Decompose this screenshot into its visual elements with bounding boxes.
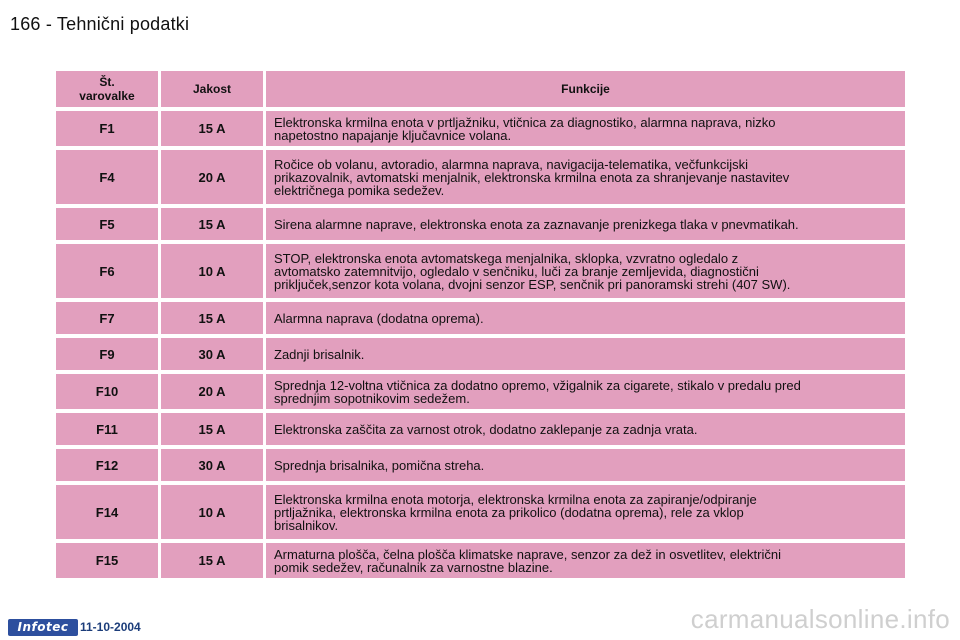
fuse-functions-line: prikazovalnik, avtomatski menjalnik, elektronska krmilna enota za shranjevanje nastavitev xyxy=(274,169,790,185)
fuse-strength: 15 A xyxy=(161,413,266,445)
fuse-strength: 20 A xyxy=(161,150,266,204)
fuse-functions-line: Elektronska zaščita za varnost otrok, dodatno zaklepanje za zadnja vrata. xyxy=(274,421,698,437)
watermark: carmanualsonline.info xyxy=(690,604,950,634)
fuse-number: F12 xyxy=(56,449,161,481)
fuse-functions xyxy=(266,338,905,370)
table-row xyxy=(56,208,905,240)
fuse-strength: 30 A xyxy=(161,338,266,370)
fuse-strength: 10 A xyxy=(161,244,266,298)
fuse-functions-line: brisalnikov. xyxy=(274,517,339,533)
fuse-functions-line: Zadnji brisalnik. xyxy=(274,346,365,362)
table-row xyxy=(56,413,905,445)
fuse-functions-line: Sprednja 12-voltna vtičnica za dodatno opremo, vžigalnik za cigarete, stikalo v predalu pred xyxy=(274,377,801,393)
fuse-number: F9 xyxy=(56,338,161,370)
fuse-functions xyxy=(266,543,905,578)
header-fuse-number-line: Št. xyxy=(99,75,115,89)
fuse-strength: 15 A xyxy=(161,208,266,240)
fuse-number: F10 xyxy=(56,374,161,409)
fuse-functions xyxy=(266,150,905,204)
fuse-functions-line: pomik sedežev, računalnik za varnostne blazine. xyxy=(274,559,553,575)
fuse-functions-line: Ročice ob volanu, avtoradio, alarmna naprava, navigacija-telematika, večfunkcijski xyxy=(274,156,749,172)
fuse-table xyxy=(56,67,905,582)
fuse-number: F15 xyxy=(56,543,161,578)
header-fuse-number xyxy=(56,71,161,107)
fuse-functions xyxy=(266,413,905,445)
fuse-functions-line: Sprednja brisalnika, pomična streha. xyxy=(274,457,485,473)
table-row xyxy=(56,449,905,481)
fuse-functions xyxy=(266,485,905,539)
footer-date: 11-10-2004 xyxy=(80,620,141,634)
fuse-functions-line: priključek,senzor kota volana, dvojni senzor ESP, senčnik pri panoramski strehi (407 SW). xyxy=(274,276,791,292)
fuse-functions-line: električnega pomika sedežev. xyxy=(274,182,445,198)
fuse-strength: 15 A xyxy=(161,302,266,334)
table-row xyxy=(56,543,905,578)
table-row xyxy=(56,111,905,146)
fuse-functions-line: prtljažnika, elektronska krmilna enota za prikolico (dodatna oprema), rele za vklop xyxy=(274,504,744,520)
fuse-strength: 15 A xyxy=(161,543,266,578)
fuse-functions-line: STOP, elektronska enota avtomatskega menjalnika, sklopka, vzvratno ogledalo z xyxy=(274,250,739,266)
fuse-functions-line: napetostno napajanje ključavnice volana. xyxy=(274,127,512,143)
fuse-functions xyxy=(266,111,905,146)
fuse-number: F6 xyxy=(56,244,161,298)
fuse-functions-line: Alarmna naprava (dodatna oprema). xyxy=(274,310,484,326)
fuse-number: F4 xyxy=(56,150,161,204)
fuse-functions xyxy=(266,449,905,481)
fuse-number: F5 xyxy=(56,208,161,240)
table-header-row xyxy=(56,71,905,107)
fuse-functions xyxy=(266,374,905,409)
table-row xyxy=(56,485,905,539)
page-title: 166 - Tehnični podatki xyxy=(10,14,190,34)
fuse-functions-line: Armaturna plošča, čelna plošča klimatske naprave, senzor za dež in osvetlitev, električni xyxy=(274,546,781,562)
fuse-functions-line: Elektronska krmilna enota motorja, elektronska krmilna enota za zapiranje/odpiranje xyxy=(274,491,757,507)
header-fuse-number-line: varovalke xyxy=(79,89,135,103)
fuse-functions xyxy=(266,244,905,298)
table-row xyxy=(56,374,905,409)
table-row xyxy=(56,150,905,204)
fuse-strength: 15 A xyxy=(161,111,266,146)
fuse-number: F7 xyxy=(56,302,161,334)
fuse-table-body xyxy=(56,111,905,578)
fuse-functions-line: Sirena alarmne naprave, elektronska enota za zaznavanje prenizkega tlaka v pnevmatikah. xyxy=(274,216,799,232)
fuse-functions xyxy=(266,302,905,334)
fuse-number: F14 xyxy=(56,485,161,539)
fuse-number: F11 xyxy=(56,413,161,445)
table-row xyxy=(56,338,905,370)
table-row xyxy=(56,302,905,334)
fuse-number: F1 xyxy=(56,111,161,146)
fuse-functions-line: sprednjim sopotnikovim sedežem. xyxy=(274,390,470,406)
fuse-strength: 30 A xyxy=(161,449,266,481)
header-functions: Funkcije xyxy=(266,71,905,107)
fuse-functions-line: avtomatsko zatemnitvijo, ogledalo v senčniku, luči za branje zemljevida, diagnostični xyxy=(274,263,759,279)
fuse-strength: 10 A xyxy=(161,485,266,539)
infotec-logo: Infotec xyxy=(8,619,78,636)
fuse-functions-line: Elektronska krmilna enota v prtljažniku, vtičnica za diagnostiko, alarmna naprava, nizko xyxy=(274,114,776,130)
header-strength: Jakost xyxy=(161,71,266,107)
table-row xyxy=(56,244,905,298)
fuse-functions xyxy=(266,208,905,240)
fuse-strength: 20 A xyxy=(161,374,266,409)
